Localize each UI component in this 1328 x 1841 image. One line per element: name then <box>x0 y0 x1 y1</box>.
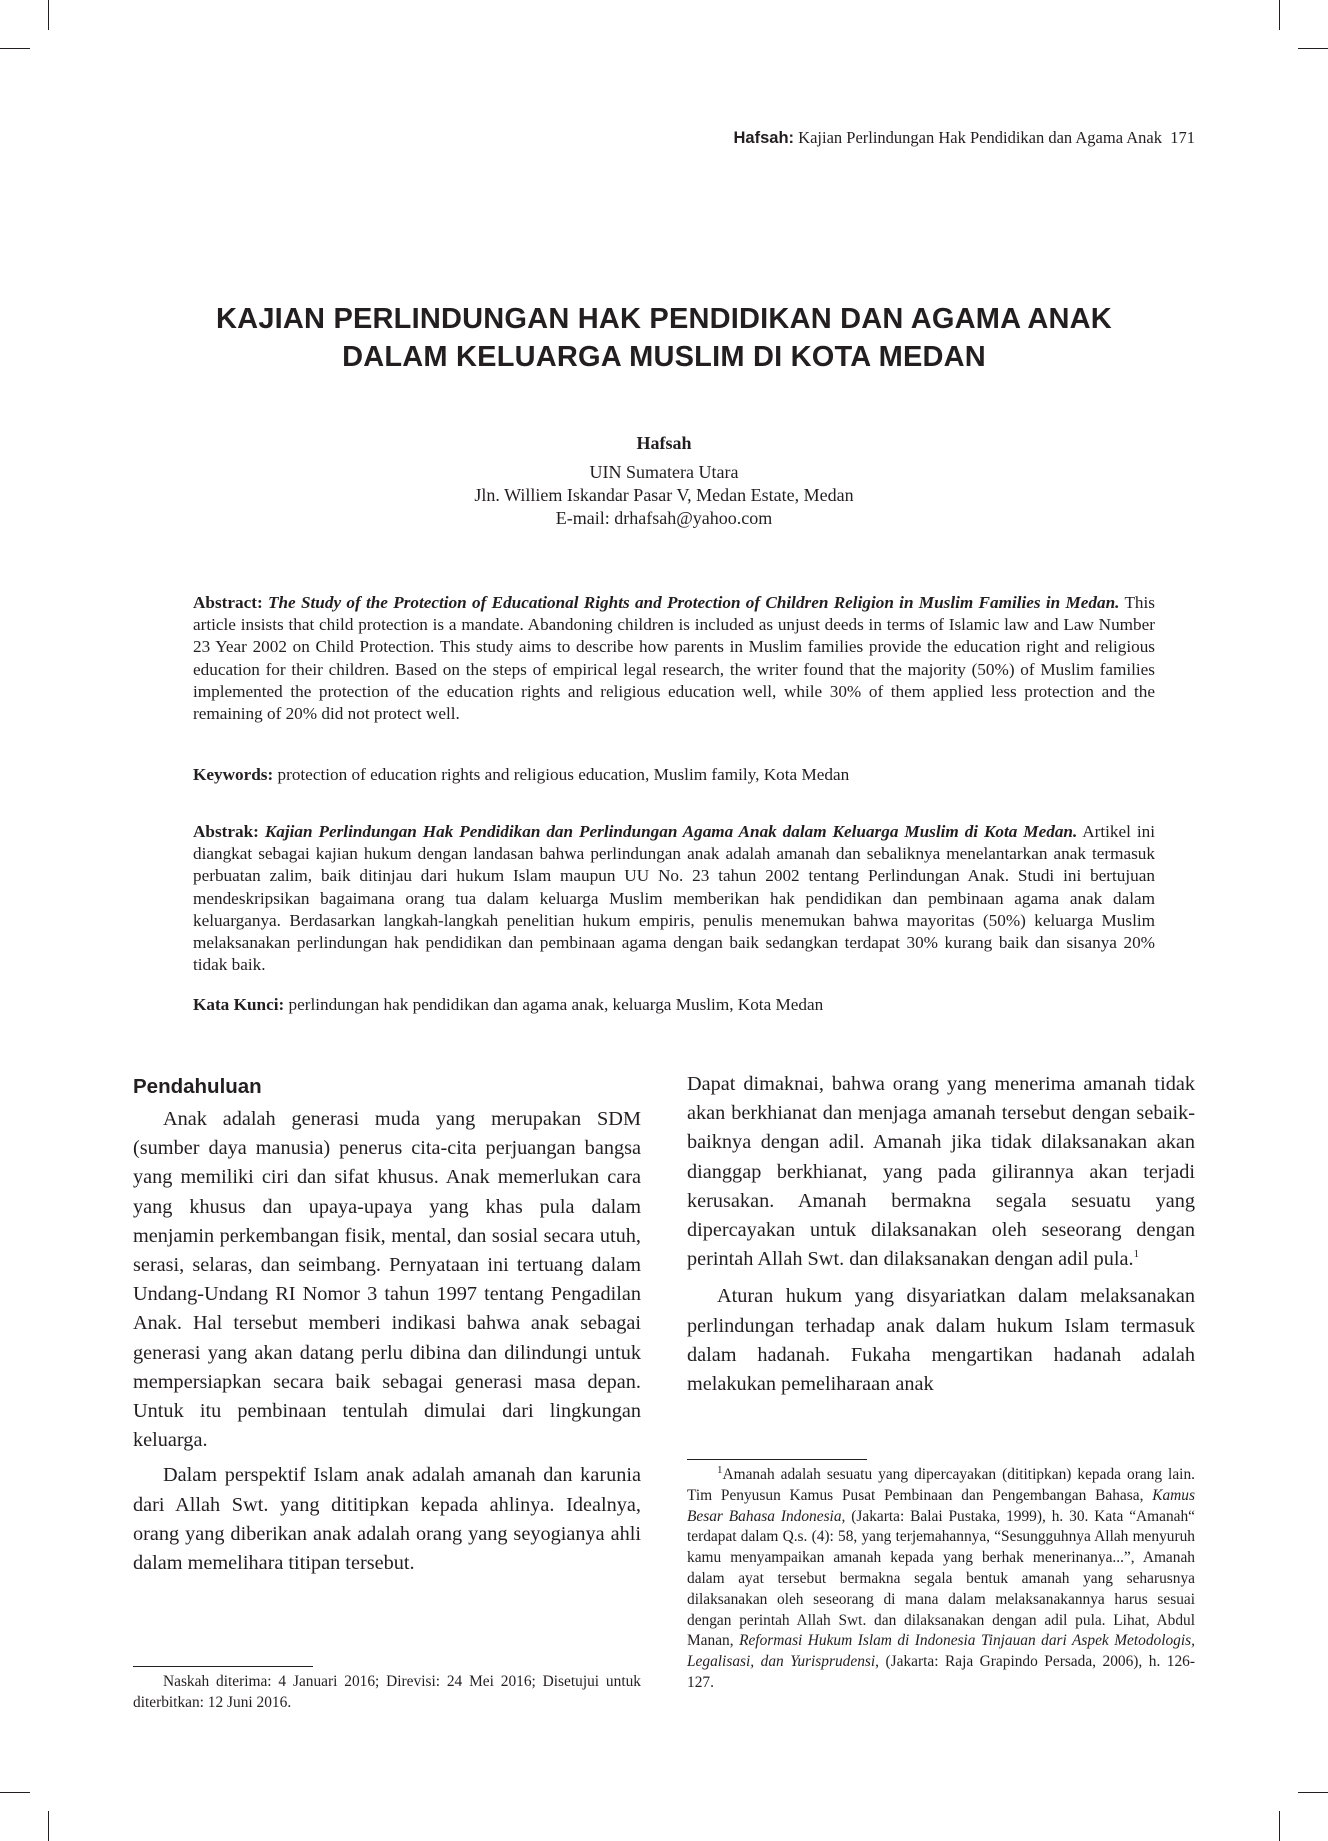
footnote-part-italic: Kamus Besar Bahasa Indonesia, <box>687 1486 1195 1525</box>
running-head-title: Kajian Perlindungan Hak Pendidikan dan Agama Anak <box>798 128 1162 147</box>
footnote-text: Naskah diterima: 4 Januari 2016; Direvisi: 24 Mei 2016; Disetujui untuk diterbitkan: 12 Juni 2016. <box>133 1673 641 1711</box>
abstract-title: The Study of the Protection of Educational Rights and Protection of Children Religion in Muslim Families in Medan. <box>267 593 1120 612</box>
keywords-indonesian <box>193 994 1155 1016</box>
paragraph: Anak adalah generasi muda yang merupakan SDM (sumber daya manusia) penerus cita-cita perjuangan bangsa yang memiliki ciri dan sifat khusus. Anak memerlukan cara yang khusus dan upaya-upaya yang khas pula dalam menjamin perkembangan fisik, mental, dan sosial secara utuh, serasi, selaras, dan seimbang. Pernyataan ini tertuang dalam Undang-Undang RI Nomor 3 tahun 1997 tentang Pengadilan Anak. Hal tersebut memberi indikasi bahwa anak sebagai generasi yang akan datang perlu dibina dan dilindungi untuk mempersiapkan secara baik sebagai generasi masa depan. Untuk itu pembinaan tentulah dimulai dari lingkungan keluarga. <box>133 1108 641 1452</box>
footnote-number: 1 <box>717 1463 723 1476</box>
footnote-part: , (Jakarta: Raja Grapindo Persada, 2006), h. 126-127. <box>687 1653 1195 1691</box>
footnote-rule <box>687 1459 867 1460</box>
paragraph-text: Dapat dimaknai, bahwa orang yang menerima amanah tidak akan berkhianat dan menjaga amanah tersebut dengan sebaik-baiknya dengan adil. Amanah jika tidak dilaksanakan akan dianggap berkhianat, yang pada gilirannya akan terjadi kerusakan. Amanah bermakna segala sesuatu yang dipercayakan untuk dilaksanakan oleh seseorang dengan perintah Allah Swt. dan dilaksanakan dengan adil pula. <box>687 1073 1195 1271</box>
crop-mark <box>1279 0 1280 30</box>
abstract-indonesian <box>193 821 1155 976</box>
left-column <box>133 1070 641 1578</box>
running-head-author: Hafsah: <box>733 129 795 147</box>
keywords-text: protection of education rights and religious education, Muslim family, Kota Medan <box>277 765 850 784</box>
abstrak-label: Abstrak: <box>193 822 259 841</box>
keywords-label: Keywords: <box>193 765 274 784</box>
footnote-rule <box>133 1666 313 1667</box>
crop-mark <box>48 1811 49 1841</box>
footnote-right <box>687 1465 1195 1694</box>
author-name: Hafsah <box>636 433 692 453</box>
author-block <box>133 432 1195 530</box>
running-head <box>734 128 1195 148</box>
paragraph: Aturan hukum yang disyariatkan dalam melaksanakan perlindungan terhadap anak dalam hukum Islam termasuk dalam hadanah. Fukaha mengartikan hadanah adalah melakukan pemeliharaan anak <box>687 1285 1195 1396</box>
article-title-line-2: DALAM KELUARGA MUSLIM DI KOTA MEDAN <box>342 341 986 373</box>
section-heading: Pendahuluan <box>133 1075 262 1098</box>
crop-mark <box>1298 1792 1328 1793</box>
page-number: 171 <box>1170 128 1195 147</box>
article-title-line-1: KAJIAN PERLINDUNGAN HAK PENDIDIKAN DAN AGAMA ANAK <box>216 303 1112 335</box>
paragraph: Dalam perspektif Islam anak adalah amanah dan karunia dari Allah Swt. yang dititipkan kepada ahlinya. Idealnya, orang yang diberikan anak adalah orang yang seyogianya ahli dalam memelihara titipan tersebut. <box>133 1464 641 1575</box>
crop-mark <box>1298 48 1328 49</box>
footnote-ref: 1 <box>1133 1248 1140 1261</box>
paragraph <box>687 1070 1195 1274</box>
abstract-body: This article insists that child protection is a mandate. Abandoning children is included as unjust deeds in terms of Islamic law and Law Number 23 Year 2002 on Child Protection. This study aims to describe how parents in Muslim families provide the education right and religious education for their children. Based on the steps of empirical legal research, the writer found that the majority (50%) of Muslim families implemented the protection of the education rights and religious education well, while 30% of them applied less protection and the remaining of 20% did not protect well. <box>193 593 1155 724</box>
crop-mark <box>48 0 49 30</box>
kata-kunci-label: Kata Kunci: <box>193 995 285 1014</box>
footnote-part: (Jakarta: Balai Pustaka, 1999), h. 30. Kata “Amanah“ terdapat dalam Q.s. (4): 58, yang terjemahannya, “Sesungguhnya Allah menyuruh kamu menyampaikan amanah kepada yang berhak menerinanya...”, Amanah dalam ayat tersebut bermakna segala bentuk amanah yang seharusnya dilaksanakan oleh seseorang di mana dalam melaksanakannya harus sesuai dengan perintah Allah Swt. dan dilaksanakan dengan adil pula. Lihat, Abdul Manan, <box>687 1507 1195 1650</box>
abstract-english <box>193 592 1155 725</box>
abstrak-body: Artikel ini diangkat sebagai kajian hukum dengan landasan bahwa perlindungan anak adalah amanah dan sebaliknya menelantarkan anak termasuk perbuatan zalim, baik ditinjau dari hukum Islam maupun UU No. 23 tahun 2002 tentang Perlindungan Anak. Studi ini bertujuan mendeskripsikan bagaimana orang tua dalam keluarga Muslim memberikan hak pendidikan dan pembinaan agama anak dalam keluarganya. Berdasarkan langkah-langkah penelitian hukum empiris, penulis menemukan bahwa mayoritas (50%) keluarga Muslim melaksanakan perlindungan hak pendidikan dan pembinaan agama dengan baik sedangkan terdapat 30% kurang baik dan sisanya 20% tidak baik. <box>193 822 1155 975</box>
footnote-left <box>133 1672 641 1714</box>
kata-kunci-text: perlindungan hak pendidikan dan agama anak, keluarga Muslim, Kota Medan <box>288 995 824 1014</box>
author-address: Jln. Williem Iskandar Pasar V, Medan Estate, Medan <box>474 485 854 505</box>
footnote-part: Amanah adalah sesuatu yang dipercayakan (dititipkan) kepada orang lain. Tim Penyusun Kamus Pusat Pembinaan dan Pengembangan Bahasa, <box>687 1466 1195 1504</box>
author-institution: UIN Sumatera Utara <box>589 462 739 482</box>
abstrak-title: Kajian Perlindungan Hak Pendidikan dan Perlindungan Agama Anak dalam Keluarga Muslim di Kota Medan. <box>264 822 1078 841</box>
footnote-part-italic: Reformasi Hukum Islam di Indonesia Tinjauan dari Aspek Metodologis, Legalisasi, dan Yurisprudensi <box>687 1632 1195 1671</box>
crop-mark <box>1279 1811 1280 1841</box>
abstract-label: Abstract: <box>193 593 263 612</box>
keywords-english <box>193 764 1155 786</box>
author-email: E-mail: drhafsah@yahoo.com <box>555 508 773 528</box>
article-title <box>133 300 1195 376</box>
footnote-text <box>687 1465 1195 1694</box>
crop-mark <box>0 48 30 49</box>
crop-mark <box>0 1792 30 1793</box>
right-column <box>687 1070 1195 1399</box>
